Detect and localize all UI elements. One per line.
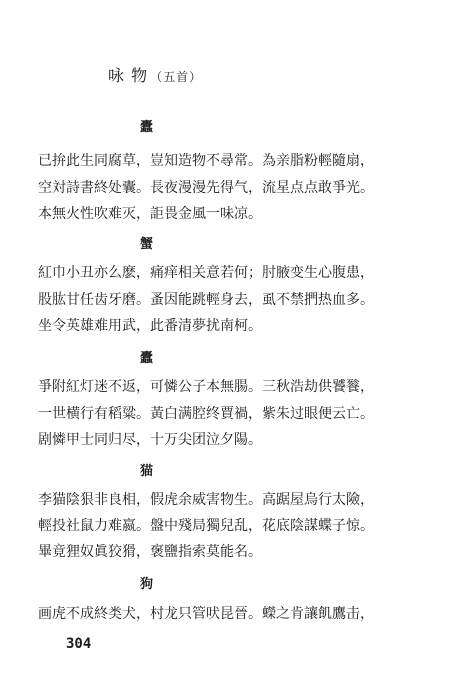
poem-line: 坐令英雄难用武，此番清夢扰南柯。: [38, 318, 262, 334]
poem-line: 已拚此生同腐草，豈知造物不尋常。為亲脂粉輕隨扇，: [38, 153, 374, 169]
poem-line: 李猫陰狠非良相，假虎余威害物生。高踞屋烏行太險，: [38, 492, 374, 508]
poem-heading: 猫: [140, 464, 154, 479]
poem-line: 画虎不成終类犬，村龙只管吠昆晉。蠑之肯讓飢鷹击，: [38, 606, 374, 622]
poem-heading: 蠹: [140, 351, 154, 366]
page-number: 304: [66, 636, 92, 652]
title-main: 咏 物: [108, 66, 149, 85]
poem-line: 爭附紅灯迷不返，可憐公子本無腸。三秋浩劫供饕餮，: [38, 379, 374, 395]
poem-line: 股肱甘任齿牙磨。蚤因能跳輕身去，虱不禁捫热血多。: [38, 292, 374, 308]
poem-heading: 蟹: [140, 237, 154, 252]
poem-line: 紅巾小丑亦么麽，痛痒相关意若何；肘腋变生心腹患，: [38, 265, 374, 281]
poem-line: 本無火性吹难灭，詎畏金風一味凉。: [38, 206, 262, 222]
poem-line: 畢竟狸奴眞狡猾，褒鹽指索莫能名。: [38, 544, 262, 560]
poem-heading: 蠹: [140, 120, 154, 135]
poem-line: 空対詩書終处囊。長夜漫漫先得气，流星点点敢爭光。: [38, 180, 374, 196]
poem-collection-title: [108, 63, 202, 86]
title-subtitle: （五首）: [150, 70, 203, 84]
poem-heading: 狗: [140, 577, 154, 592]
poem-line: 輕投社鼠力难嬴。盤中殘局獨兒乱，花底陰謀蝶子惊。: [38, 518, 374, 534]
poem-line: 一世横行有稻粱。黃白满腔终賈禍，紫朱过眼便云亡。: [38, 406, 374, 422]
poem-line: 剧憐甲士同归尽，十万尖团泣夕陽。: [38, 432, 262, 448]
